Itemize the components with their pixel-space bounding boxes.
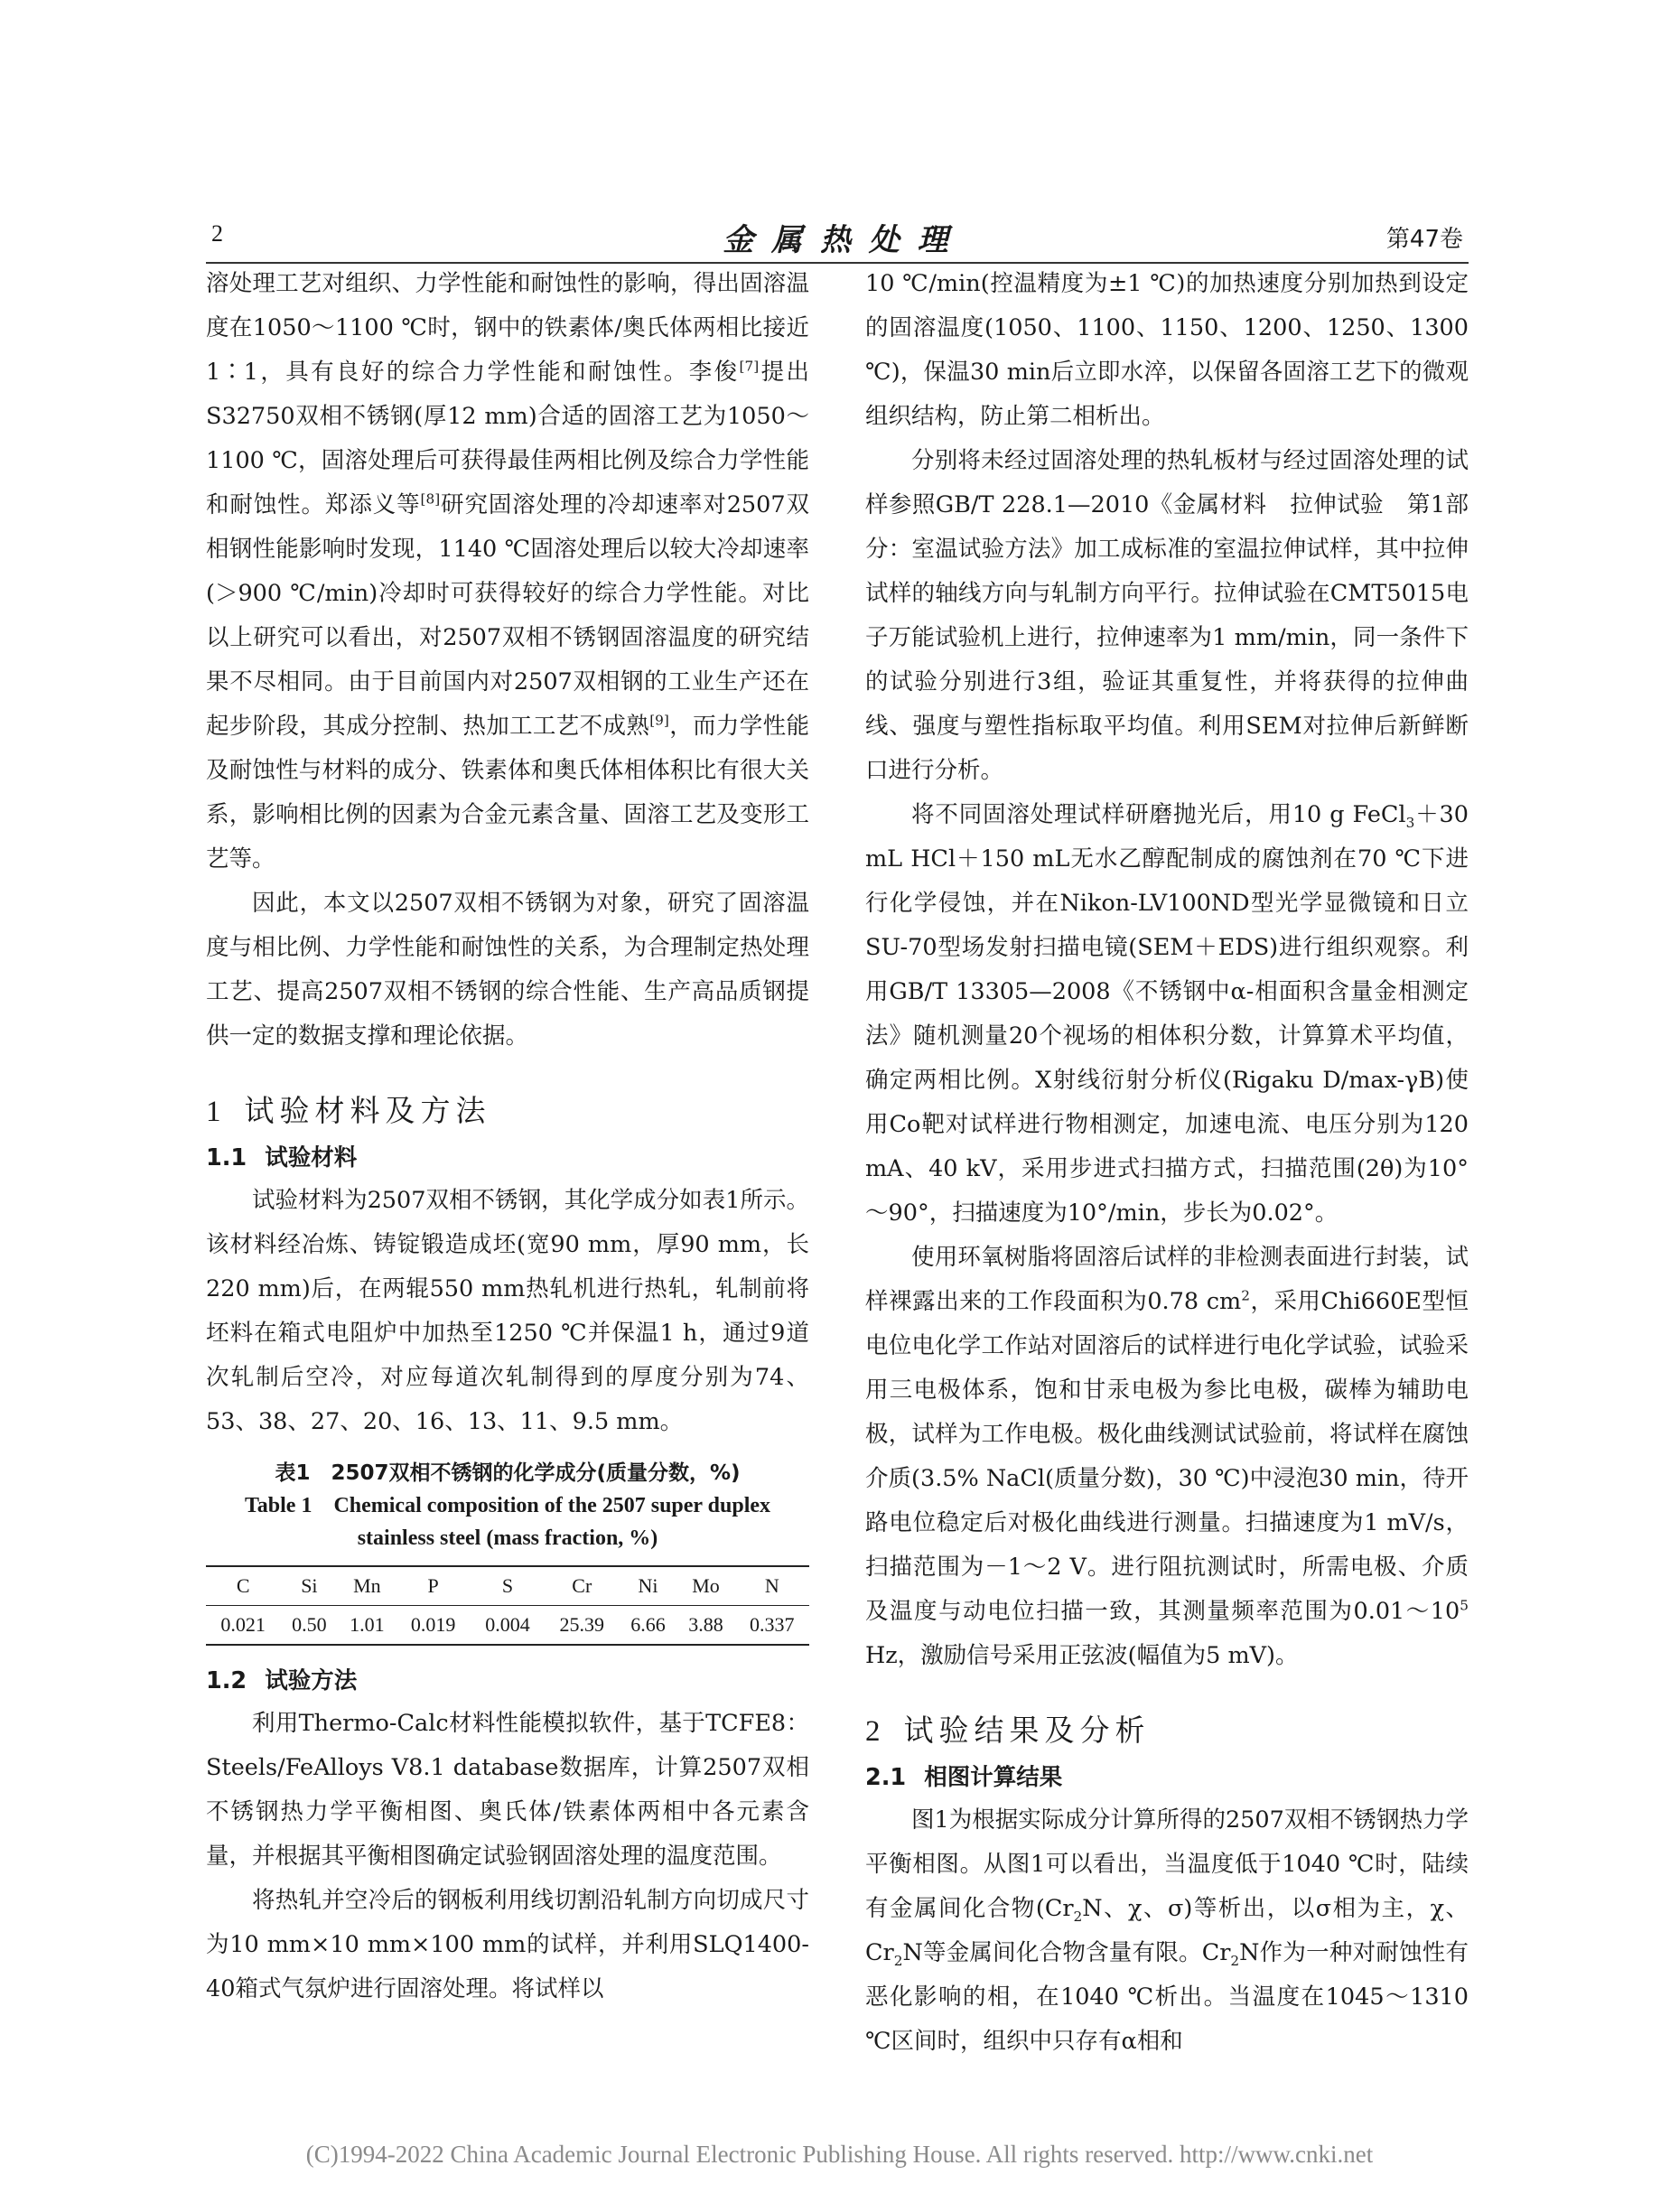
intro-text-a: 溶处理工艺对组织、力学性能和耐蚀性的影响，得出固溶温度在1050～1100 ℃时，钢中的铁素体/奥氏体两相比接近1∶1，具有良好的综合力学性能和耐蚀性。李俊	[206, 270, 809, 386]
table-1-caption	[206, 1457, 809, 1554]
subsection-1-2-heading	[206, 1660, 809, 1702]
value-cell: 0.337	[750, 1613, 795, 1636]
header-cell: Mo	[692, 1574, 720, 1597]
page-number: 2	[211, 220, 223, 247]
table-1-caption-zh: 表1 2507双相不锈钢的化学成分(质量分数，%)	[275, 1461, 741, 1485]
superscript-2: 2	[1241, 1287, 1250, 1304]
continuation-paragraph: 10 ℃/min(控温精度为±1 ℃)的加热速度分别加热到设定的固溶温度(1050、1100、1150、1200、1250、1300 ℃)，保温30 min后立即水淬，以保留各固溶工艺下的微观组织结构，防止第二相析出。	[865, 270, 1469, 430]
value-cell: 0.004	[485, 1613, 530, 1636]
etching-paragraph	[865, 793, 1469, 1236]
materials-paragraph: 试验材料为2507双相不锈钢，其化学成分如表1所示。该材料经冶炼、铸锭锻造成坯(宽90 mm，厚90 mm，长220 mm)后，在两辊550 mm热轧机进行热轧，轧制前将坯料在箱式电阻炉中加热至1250 ℃并保温1 h，通过9道次轧制后空冷，对应每道次轧制得到的厚度分别为74、53、38、27、20、16、13、11、9.5 mm。	[206, 1187, 809, 1435]
value-cell: 6.66	[630, 1613, 666, 1636]
subsection-1-1-number: 1.1	[206, 1144, 247, 1171]
value-cell: 0.50	[292, 1613, 327, 1636]
table-1-caption-en-2: stainless steel (mass fraction, %)	[357, 1526, 658, 1550]
right-column	[865, 262, 1469, 2064]
subsection-1-2-number: 1.2	[206, 1667, 247, 1694]
section-1-heading	[206, 1086, 809, 1137]
etching-text-a: 将不同固溶处理试样研磨抛光后，用10 g FeCl	[911, 801, 1406, 828]
electrochem-text-b: ，采用Chi660E型恒电位电化学工作站对固溶后的试样进行电化学试验，试验采用三电极体系，饱和甘汞电极为参比电极，碳棒为辅助电极，试样为工作电极。极化曲线测试试验前，将试样在腐蚀介质(3.5% NaCl(质量分数)，30 ℃)中浸泡30 min，待开路电位稳定后对极化曲线进行测量。扫描速度为1 mV/s，扫描范围为－1～2 V。进行阻抗测试时，所需电极、介质及温度与动电位扫描一致，其测量频率范围为0.01～10	[865, 1288, 1469, 1625]
table-1	[206, 1457, 809, 1646]
intro-text-c: 研究固溶处理的冷却速率对2507双相钢性能影响时发现，1140 ℃固溶处理后以较大冷却速率(＞900 ℃/min)冷却时可获得较好的综合力学性能。对比以上研究可以看出，对2507双相不锈钢固溶温度的研究结果不尽相同。由于目前国内对2507双相钢的工业生产还在起步阶段，其成分控制、热加工工艺不成熟	[206, 491, 809, 740]
subscript-3: 3	[1405, 815, 1415, 832]
subsection-2-1-title: 相图计算结果	[924, 1764, 1063, 1791]
subscript-2: 2	[1073, 1909, 1083, 1926]
section-1-number: 1	[206, 1096, 227, 1128]
header-cell: Si	[301, 1574, 318, 1597]
section-1-title: 试验材料及方法	[244, 1093, 491, 1128]
intro-paragraph-2: 因此，本文以2507双相不锈钢为对象，研究了固溶温度与相比例、力学性能和耐蚀性的关系，为合理制定热处理工艺、提高2507双相不锈钢的综合性能、生产高品质钢提供一定的数据支撑和理论依据。	[206, 890, 809, 1050]
subsection-1-2-title: 试验方法	[265, 1667, 358, 1694]
header-cell: Mn	[353, 1574, 381, 1597]
subsection-1-1-heading	[206, 1137, 809, 1179]
method-paragraph-1: 利用Thermo-Calc材料性能模拟软件，基于TCFE8：Steels/FeAlloys V8.1 database数据库，计算2507双相不锈钢热力学平衡相图、奥氏体/铁素体两相中各元素含量，并根据其平衡相图确定试验钢固溶处理的温度范围。	[206, 1710, 809, 1870]
section-2-heading	[865, 1705, 1469, 1757]
running-header	[206, 215, 1469, 264]
header-cell: C	[236, 1574, 250, 1597]
left-column	[206, 262, 809, 2011]
subsection-1-1-title: 试验材料	[265, 1144, 358, 1171]
intro-paragraph-1	[206, 262, 809, 882]
value-cell: 3.88	[688, 1613, 723, 1636]
results-paragraph	[865, 1798, 1469, 2064]
method-paragraph-2: 将热轧并空冷后的钢板利用线切割沿轧制方向切成尺寸为10 mm×10 mm×100 mm的试样，并利用SLQ1400-40箱式气氛炉进行固溶处理。将试样以	[206, 1887, 809, 2002]
table-row	[206, 1606, 809, 1646]
header-cell: N	[764, 1574, 779, 1597]
results-text-c: N等金属间化合物含量有限。Cr	[902, 1939, 1231, 1966]
results-text-b: N、χ、σ)等析出，以σ相为主，χ、Cr	[865, 1895, 1469, 1966]
subsection-2-1-number: 2.1	[865, 1764, 907, 1791]
subscript-2: 2	[893, 1953, 903, 1970]
table-header-row	[206, 1566, 809, 1606]
superscript-5: 5	[1460, 1597, 1469, 1614]
ref-8: [8]	[420, 490, 441, 508]
subsection-2-1-heading	[865, 1757, 1469, 1798]
electrochem-text-c: Hz，激励信号采用正弦波(幅值为5 mV)。	[865, 1642, 1299, 1669]
value-cell: 0.019	[410, 1613, 456, 1636]
intro-text-b: 提出S32750双相不锈钢(厚12 mm)合适的固溶工艺为1050～1100 ℃，固溶处理后可获得最佳两相比例及综合力学性能和耐蚀性。郑添义等	[206, 359, 809, 518]
header-cell: Cr	[572, 1574, 592, 1597]
value-cell: 1.01	[350, 1613, 385, 1636]
results-text-a: 图1为根据实际成分计算所得的2507双相不锈钢热力学平衡相图。从图1可以看出，当温度低于1040 ℃时，陆续有金属间化合物(Cr	[865, 1806, 1469, 1922]
chemical-composition-table	[206, 1565, 809, 1646]
journal-name: 金 属 热 处 理	[723, 222, 952, 258]
volume-label: 第47卷	[1385, 226, 1463, 253]
results-text-d: N作为一种对耐蚀性有恶化影响的相，在1040 ℃析出。当温度在1045～1310 ℃区间时，组织中只存有α相和	[865, 1939, 1469, 2055]
intro-text-d: ，而力学性能及耐蚀性与材料的成分、铁素体和奥氏体相体积比有很大关系，影响相比例的因素为合金元素含量、固溶工艺及变形工艺等。	[206, 713, 809, 873]
subscript-2: 2	[1230, 1953, 1240, 1970]
electrochem-paragraph	[865, 1236, 1469, 1678]
section-2-number: 2	[865, 1715, 886, 1748]
ref-9: [9]	[649, 712, 669, 729]
tensile-paragraph: 分别将未经过固溶处理的热轧板材与经过固溶处理的试样参照GB/T 228.1—2010《金属材料 拉伸试验 第1部分：室温试验方法》加工成标准的室温拉伸试样，其中拉伸试样的轴线方向与轧制方向平行。拉伸试验在CMT5015电子万能试验机上进行，拉伸速率为1 mm/min，同一条件下的试验分别进行3组，验证其重复性，并将获得的拉伸曲线、强度与塑性指标取平均值。利用SEM对拉伸后新鲜断口进行分析。	[865, 447, 1469, 784]
ref-7: [7]	[739, 358, 760, 375]
etching-text-b: ＋30 mL HCl＋150 mL无水乙醇配制成的腐蚀剂在70 ℃下进行化学侵蚀，并在Nikon-LV100ND型光学显微镜和日立SU-70型场发射扫描电镜(SEM＋EDS)进行组织观察。利用GB/T 13305—2008《不锈钢中α-相面积含量金相测定法》随机测量20个视场的相体积分数，计算算术平均值，确定两相比例。X射线衍射分析仪(Rigaku D/max-γB)使用Co靶对试样进行物相测定，加速电流、电压分别为120 mA、40 kV，采用步进式扫描方式，扫描范围(2θ)为10°～90°，扫描速度为10°/min，步长为0.02°。	[865, 801, 1469, 1227]
copyright-footer: (C)1994-2022 China Academic Journal Electronic Publishing House. All rights reserved. http://www.cnki.net	[305, 2141, 1374, 2168]
header-cell: P	[427, 1574, 439, 1597]
table-1-caption-en-1: Table 1 Chemical composition of the 2507 super duplex	[244, 1494, 771, 1517]
header-cell: S	[501, 1574, 514, 1597]
electrochem-text-a: 使用环氧树脂将固溶后试样的非检测表面进行封装，试样裸露出来的工作段面积为0.78 cm	[865, 1244, 1469, 1315]
value-cell: 25.39	[559, 1613, 605, 1636]
value-cell: 0.021	[220, 1613, 266, 1636]
section-2-title: 试验结果及分析	[903, 1713, 1151, 1748]
header-cell: Ni	[638, 1574, 658, 1597]
